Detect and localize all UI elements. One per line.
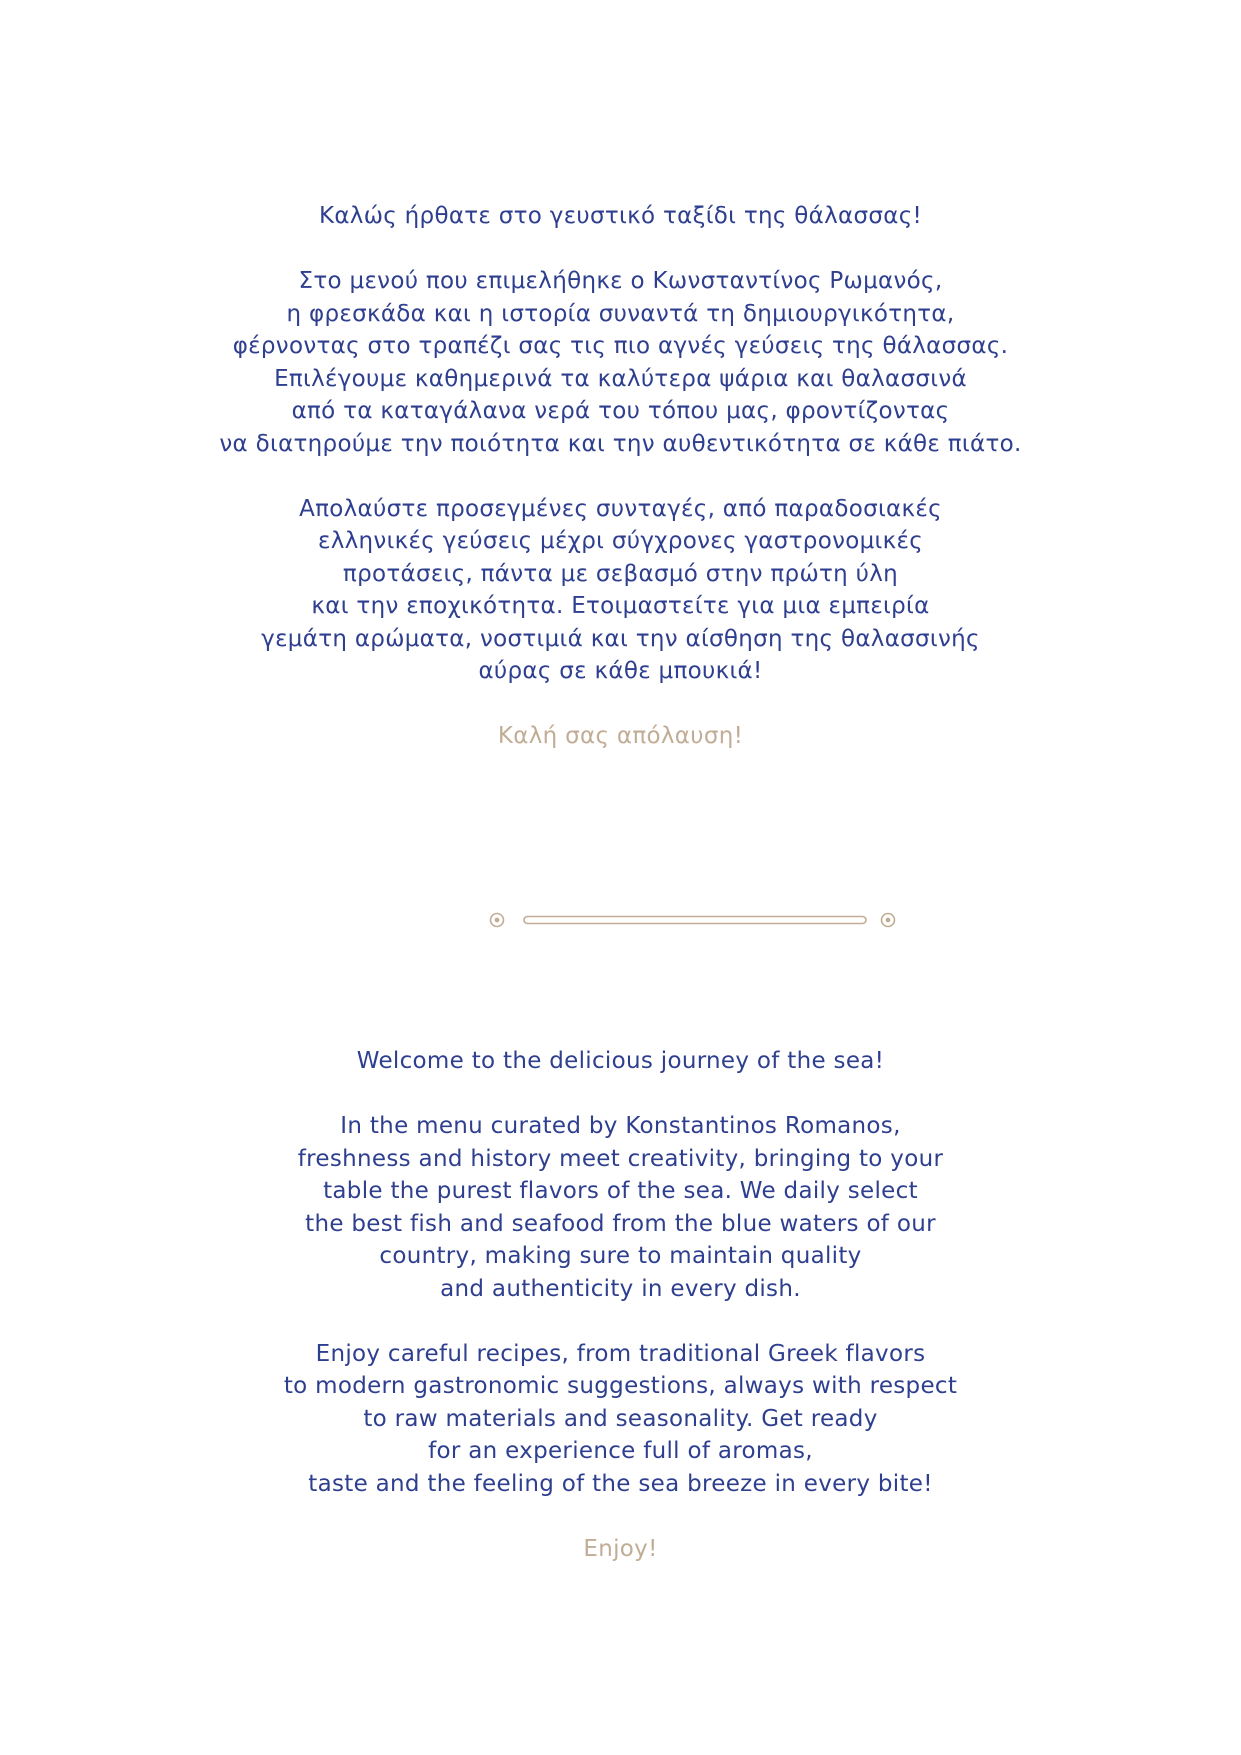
section-divider — [0, 905, 1241, 935]
divider-line — [524, 917, 866, 924]
divider-dot-left-icon — [491, 914, 504, 927]
greek-p1-line: Στο μενού που επιμελήθηκε ο Κωνσταντίνος Ρωμανός, — [298, 268, 943, 294]
greek-signoff: Καλή σας απόλαυση! — [497, 723, 744, 749]
greek-p2-line: Απολαύστε προσεγμένες συνταγές, από παραδοσιακές — [299, 495, 942, 522]
english-p1-line: and authenticity in every dish. — [440, 1275, 801, 1302]
greek-p2-line: προτάσεις, πάντα με σεβασμό στην πρώτη ύλη — [342, 560, 899, 587]
greek-p1-line: φέρνοντας στο τραπέζι σας τις πιο αγνές γεύσεις της θάλασσας. — [232, 333, 1009, 359]
greek-welcome: Καλώς ήρθατε στο γευστικό ταξίδι της θάλασσας! — [318, 203, 923, 229]
greek-p1-line: να διατηρούμε την ποιότητα και την αυθεντικότητα σε κάθε πιάτο. — [219, 430, 1022, 457]
english-p1-line: freshness and history meet creativity, bringing to your — [297, 1145, 944, 1172]
divider-dot-right-icon — [882, 914, 895, 927]
greek-intro — [0, 200, 1241, 753]
greek-p2-line: γεμάτη αρώματα, νοστιμιά και την αίσθηση της θαλασσινής — [261, 625, 980, 652]
english-p2-line: to raw materials and seasonality. Get ready — [363, 1405, 878, 1432]
english-intro — [0, 1045, 1241, 1565]
greek-p1-line: η φρεσκάδα και η ιστορία συναντά τη δημιουργικότητα, — [286, 300, 955, 327]
english-p1-line: In the menu curated by Konstantinos Romanos, — [340, 1113, 901, 1139]
english-p1-line: the best fish and seafood from the blue waters of our — [305, 1210, 936, 1237]
english-p2-line: Enjoy careful recipes, from traditional Greek flavors — [315, 1340, 926, 1367]
english-p1-line: country, making sure to maintain quality — [379, 1243, 862, 1269]
greek-p2-line: ελληνικές γεύσεις μέχρι σύγχρονες γαστρονομικές — [318, 528, 923, 554]
english-p1-line: table the purest flavors of the sea. We daily select — [323, 1178, 918, 1204]
english-signoff: Enjoy! — [583, 1535, 658, 1562]
english-p2-line: for an experience full of aromas, — [428, 1438, 813, 1464]
english-welcome: Welcome to the delicious journey of the sea! — [356, 1048, 885, 1074]
greek-p1-line: Επιλέγουμε καθημερινά τα καλύτερα ψάρια και θαλασσινά — [274, 365, 967, 392]
english-p2-line: taste and the feeling of the sea breeze in every bite! — [308, 1470, 933, 1497]
greek-p2-line: και την εποχικότητα. Ετοιμαστείτε για μια εμπειρία — [311, 593, 930, 619]
greek-p1-line: από τα καταγάλανα νερά του τόπου μας, φροντίζοντας — [291, 398, 950, 424]
english-p2-line: to modern gastronomic suggestions, always with respect — [283, 1373, 958, 1399]
greek-p2-line: αύρας σε κάθε μπουκιά! — [478, 658, 763, 684]
